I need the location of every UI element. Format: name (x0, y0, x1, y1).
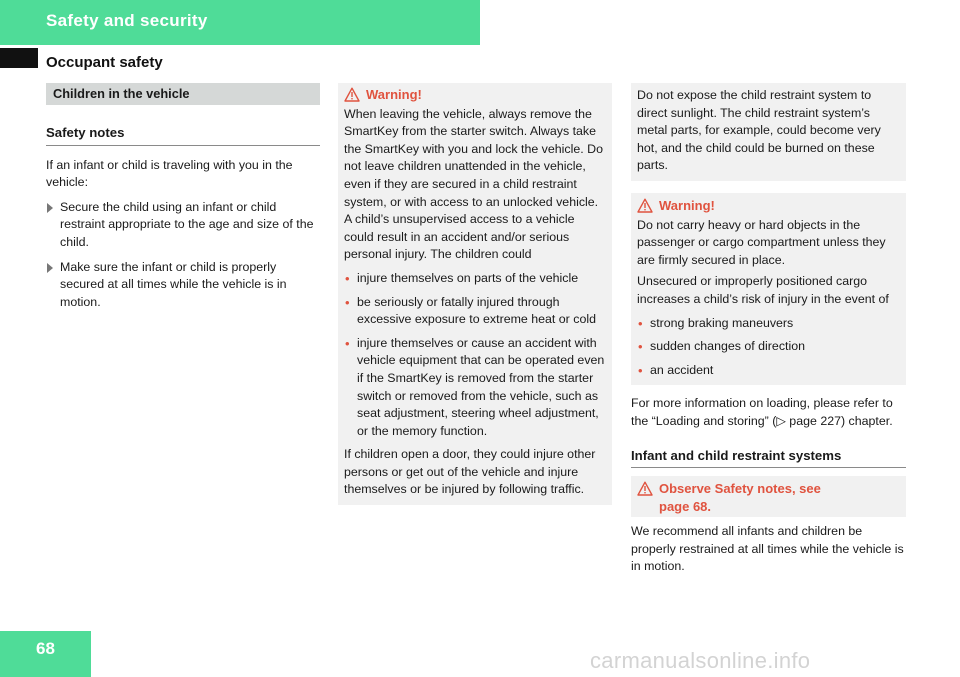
section-title: Safety and security (46, 11, 208, 30)
sunlight-note: Do not expose the child restraint system to direct sunlight. The child restraint system’s metal parts, for example, could become very hot, and the child could be burned on these parts. (637, 88, 881, 173)
column-middle (338, 83, 612, 505)
warning-paragraph: Do not carry heavy or hard objects in the passenger or cargo compartment unless they are firmly secured in place. (637, 217, 886, 267)
warning-bullet (344, 294, 606, 329)
warning-title: Warning! (659, 197, 715, 213)
warning-body: When leaving the vehicle, always remove the SmartKey from the starter switch. Always take the SmartKey with you and lock the vehicle. Do not leave children unattended in the vehicle, even if they are secured in a child restraint system, or with access to an unlocked vehicle. A child’s unsupervised access to a vehicle could result in an accident and/or serious personal injury. The children could (344, 106, 603, 262)
page-number: 68 (36, 639, 55, 658)
recommend-paragraph: We recommend all infants and children be properly restrained at all times while the vehicle is in motion. (631, 524, 904, 574)
bullet-icon: • (638, 362, 643, 378)
bullet-text: strong braking maneuvers (650, 315, 794, 330)
bullet-icon: • (345, 270, 350, 286)
warning-heading (637, 197, 900, 215)
warning-bullet (637, 338, 900, 356)
watermark-text: carmanualsonline.info (590, 648, 811, 673)
step-arrow-icon (47, 263, 53, 273)
warning-triangle-icon (344, 87, 360, 102)
bullet-icon: • (638, 339, 643, 355)
bullet-text: injure themselves on parts of the vehicle (357, 270, 579, 285)
observe-note-box (631, 476, 906, 517)
bullet-text: an accident (650, 362, 714, 377)
warning-bullet (637, 315, 900, 333)
warning-heading (344, 86, 606, 104)
safety-notes-heading: Safety notes (46, 124, 320, 146)
restraint-systems-heading: Infant and child restraint systems (631, 447, 906, 469)
bullet-text: injure themselves or cause an accident with vehicle equipment that can be operated even if the SmartKey is removed from the starter switch or removed from the vehicle, such as seat adjustment, steering wheel adjustment, or the memory function. (357, 335, 605, 438)
step-arrow-icon (47, 203, 53, 213)
instruction-step (46, 199, 320, 252)
warning-closing: If children open a door, they could injure other persons or get out of the vehicle and injure themselves or be injured by following traffic. (344, 447, 596, 497)
warning-triangle-icon (637, 481, 653, 496)
page-subtitle: Occupant safety (46, 54, 163, 71)
section-bar-title: Children in the vehicle (46, 83, 320, 105)
warning-box-children (338, 83, 612, 505)
bullet-icon: • (638, 315, 643, 331)
bullet-icon: • (345, 335, 350, 351)
step-text: Make sure the infant or child is properly secured at all times while the vehicle is in motion. (60, 259, 287, 309)
intro-paragraph: If an infant or child is traveling with you in the vehicle: (46, 157, 293, 190)
warning-bullet (344, 270, 606, 288)
sunlight-note-box (631, 83, 906, 181)
column-left (46, 83, 320, 311)
warning-triangle-icon (637, 198, 653, 213)
instruction-step (46, 259, 320, 312)
bullet-icon: • (345, 294, 350, 310)
more-info-paragraph: For more information on loading, please refer to the “Loading and storing” (▷ page 227) chapter. (631, 396, 893, 428)
warning-paragraph: Unsecured or improperly positioned cargo increases a child’s risk of injury in the event of (637, 274, 889, 306)
warning-box-cargo (631, 193, 906, 385)
warning-bullet (637, 362, 900, 380)
warning-bullet (344, 335, 606, 441)
step-text: Secure the child using an infant or child restraint appropriate to the age and size of the child. (60, 199, 314, 249)
bullet-text: be seriously or fatally injured through excessive exposure to extreme heat or cold (357, 294, 596, 327)
section-tab-marker (0, 48, 38, 68)
warning-title: Warning! (366, 87, 422, 102)
column-right (631, 83, 906, 576)
observe-heading (637, 480, 900, 515)
observe-title: Observe Safety notes, see page 68. (659, 481, 821, 514)
bullet-text: sudden changes of direction (650, 339, 805, 354)
